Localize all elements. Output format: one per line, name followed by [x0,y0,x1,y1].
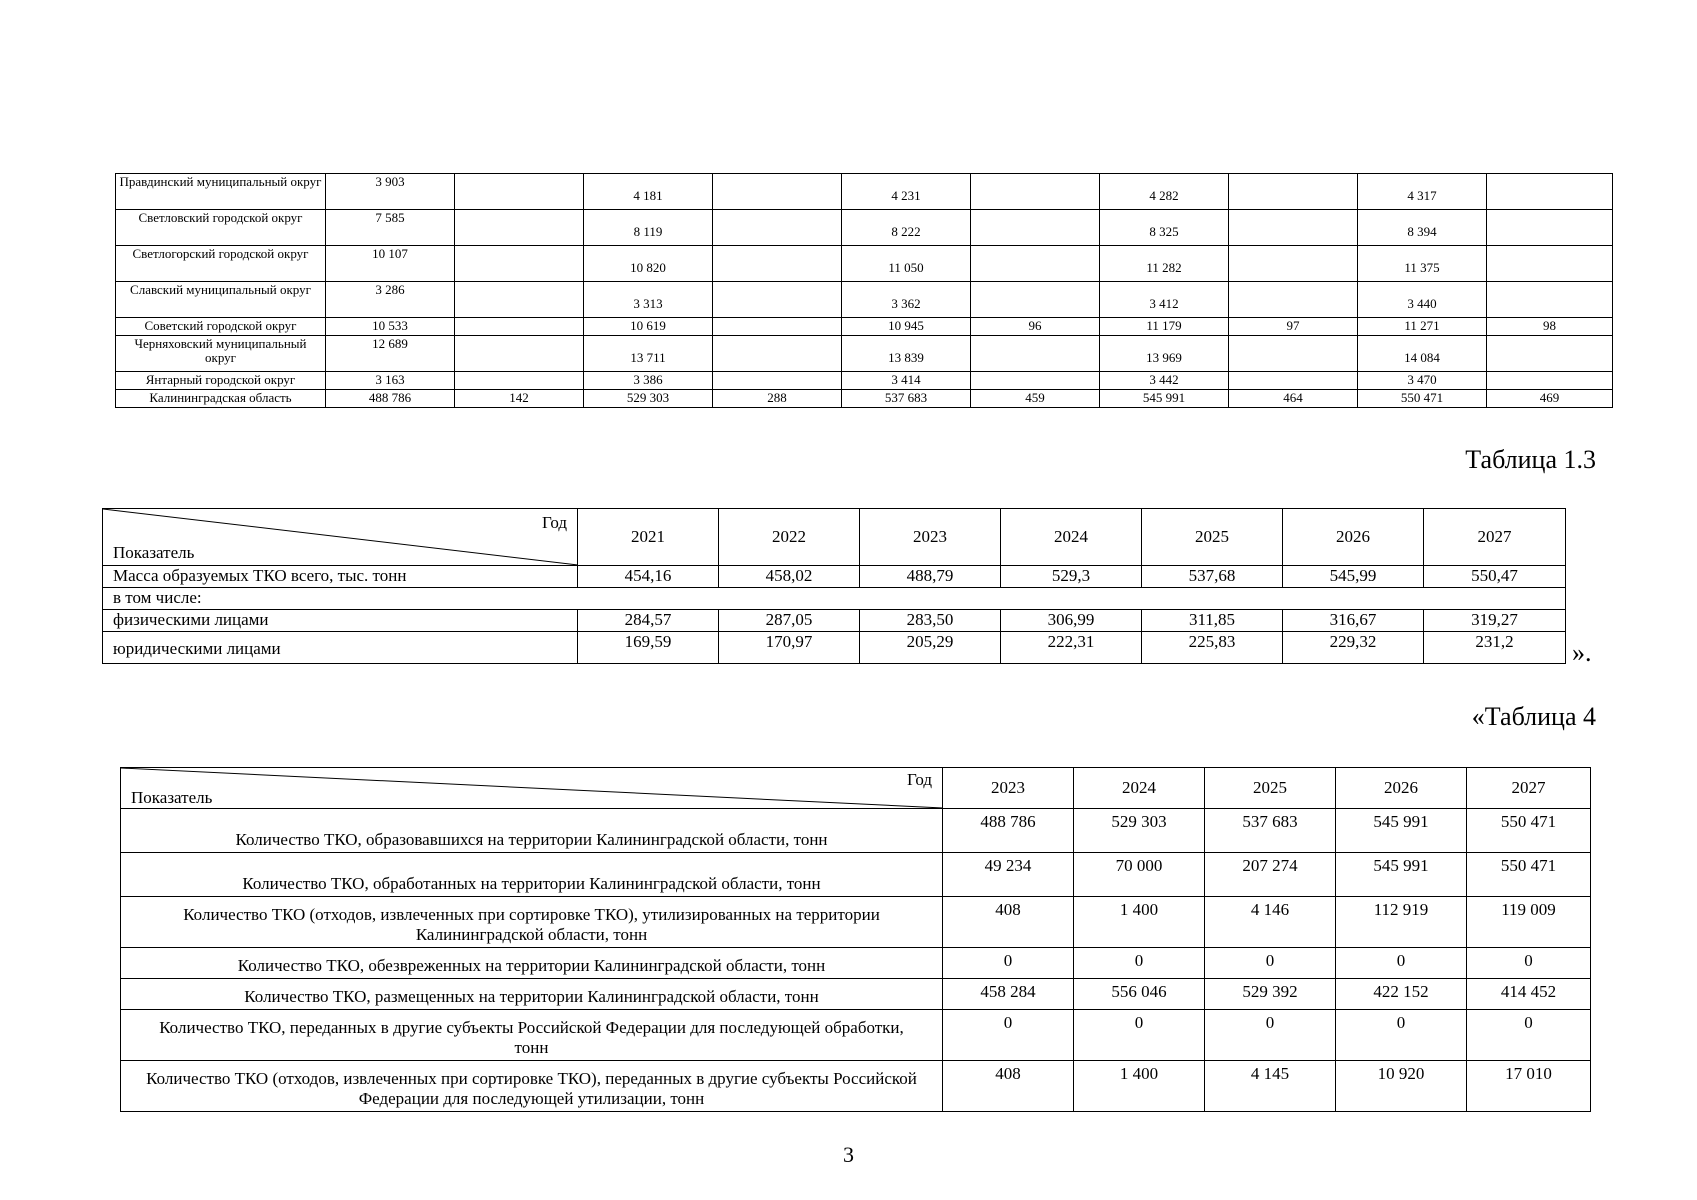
row-label: Количество ТКО, переданных в другие субъекты Российской Федерации для последующей обработки, тонн [121,1010,943,1061]
secondary-value-cell [971,210,1100,246]
table-row [116,336,1613,372]
value-cell: 0 [1205,1010,1336,1061]
table-row [116,390,1613,408]
year-cell: 2025 [1205,768,1336,809]
year-cell: 2027 [1424,509,1566,566]
secondary-value-cell [713,246,842,282]
value-cell: 316,67 [1283,610,1424,632]
table-row [103,610,1566,632]
value-cell: 229,32 [1283,632,1424,664]
secondary-value-cell [455,336,584,372]
secondary-value-cell [455,210,584,246]
value-cell: 170,97 [719,632,860,664]
value-cell: 408 [943,897,1074,948]
secondary-value-cell [713,372,842,390]
year-cell: 2025 [1142,509,1283,566]
value-cell: 10 945 [842,318,971,336]
value-cell: 3 386 [584,372,713,390]
value-cell: 8 325 [1100,210,1229,246]
secondary-value-cell [1229,282,1358,318]
value-cell: 12 689 [326,336,455,372]
value-cell: 0 [1074,1010,1205,1061]
value-cell: 3 440 [1358,282,1487,318]
value-cell: 4 146 [1205,897,1336,948]
value-cell: 8 394 [1358,210,1487,246]
value-cell: 222,31 [1001,632,1142,664]
value-cell: 287,05 [719,610,860,632]
value-cell: 3 442 [1100,372,1229,390]
header-corner-cell [103,509,578,566]
table-header-row [103,509,1566,566]
value-cell: 10 533 [326,318,455,336]
value-cell: 4 181 [584,174,713,210]
table-row [116,318,1613,336]
secondary-value-cell [1487,282,1613,318]
value-cell: 0 [1205,948,1336,979]
value-cell: 4 145 [1205,1061,1336,1112]
year-cell: 2027 [1467,768,1591,809]
value-cell: 13 839 [842,336,971,372]
year-cell: 2022 [719,509,860,566]
value-cell: 10 820 [584,246,713,282]
secondary-value-cell [1487,246,1613,282]
secondary-value-cell [1487,174,1613,210]
secondary-value-cell [971,336,1100,372]
value-cell: 545 991 [1100,390,1229,408]
value-cell: 529,3 [1001,566,1142,588]
value-cell: 4 231 [842,174,971,210]
value-cell: 458,02 [719,566,860,588]
value-cell: 3 313 [584,282,713,318]
secondary-value-cell [1229,210,1358,246]
value-cell: 13 711 [584,336,713,372]
value-cell: 3 903 [326,174,455,210]
table-row [116,210,1613,246]
value-cell: 550 471 [1467,809,1591,853]
value-cell: 7 585 [326,210,455,246]
value-cell: 306,99 [1001,610,1142,632]
value-cell: 3 362 [842,282,971,318]
municipality-name: Светлогорский городской округ [116,246,326,282]
value-cell: 17 010 [1467,1061,1591,1112]
value-cell: 284,57 [578,610,719,632]
value-cell: 0 [1336,948,1467,979]
value-cell: 529 303 [584,390,713,408]
table-row [121,897,1591,948]
value-cell: 3 412 [1100,282,1229,318]
value-cell: 207 274 [1205,853,1336,897]
secondary-value-cell [713,210,842,246]
value-cell: 408 [943,1061,1074,1112]
indicator-header: Показатель [113,543,195,562]
secondary-value-cell: 97 [1229,318,1358,336]
row-label: юридическими лицами [103,632,578,664]
year-cell: 2026 [1336,768,1467,809]
secondary-value-cell [1487,372,1613,390]
secondary-value-cell [455,174,584,210]
municipality-name: Янтарный городской округ [116,372,326,390]
value-cell: 0 [1467,948,1591,979]
secondary-value-cell [971,282,1100,318]
value-cell: 4 282 [1100,174,1229,210]
value-cell: 0 [1467,1010,1591,1061]
waste-mass-table [102,508,1566,664]
value-cell: 458 284 [943,979,1074,1010]
municipality-name: Правдинский муниципальный округ [116,174,326,210]
value-cell: 10 619 [584,318,713,336]
value-cell: 0 [943,948,1074,979]
municipal-waste-table [115,173,1613,408]
value-cell: 4 317 [1358,174,1487,210]
table-4-caption: «Таблица 4 [1471,702,1596,731]
table-row [103,632,1566,664]
value-cell: 225,83 [1142,632,1283,664]
row-label: физическими лицами [103,610,578,632]
value-cell: 14 084 [1358,336,1487,372]
value-cell: 529 392 [1205,979,1336,1010]
value-cell: 11 282 [1100,246,1229,282]
year-cell: 2023 [860,509,1001,566]
table-row [116,282,1613,318]
value-cell: 537,68 [1142,566,1283,588]
secondary-value-cell: 142 [455,390,584,408]
value-cell: 3 414 [842,372,971,390]
table-1-3-caption: Таблица 1.3 [1465,445,1596,474]
value-cell: 545 991 [1336,853,1467,897]
value-cell: 283,50 [860,610,1001,632]
row-label: Количество ТКО (отходов, извлеченных при сортировке ТКО), переданных в другие субъекты Российской Федерации для последующей утилизации, тонн [121,1061,943,1112]
value-cell: 10 107 [326,246,455,282]
table-row [116,246,1613,282]
secondary-value-cell: 96 [971,318,1100,336]
table-row [121,809,1591,853]
value-cell: 1 400 [1074,897,1205,948]
secondary-value-cell [971,372,1100,390]
value-cell: 11 050 [842,246,971,282]
value-cell: 3 286 [326,282,455,318]
secondary-value-cell [971,174,1100,210]
value-cell: 488 786 [326,390,455,408]
secondary-value-cell: 98 [1487,318,1613,336]
table-row [121,1061,1591,1112]
secondary-value-cell [1229,336,1358,372]
secondary-value-cell [1487,336,1613,372]
diagonal-divider [121,768,943,808]
value-cell: 545,99 [1283,566,1424,588]
value-cell: 537 683 [1205,809,1336,853]
year-cell: 2023 [943,768,1074,809]
municipality-name: Светловский городской округ [116,210,326,246]
secondary-value-cell [455,282,584,318]
value-cell: 3 163 [326,372,455,390]
secondary-value-cell [1229,174,1358,210]
secondary-value-cell: 459 [971,390,1100,408]
value-cell: 10 920 [1336,1061,1467,1112]
value-cell: 550 471 [1467,853,1591,897]
value-cell: 422 152 [1336,979,1467,1010]
value-cell: 3 470 [1358,372,1487,390]
secondary-value-cell [455,372,584,390]
page-number: 3 [843,1142,854,1167]
table-row [103,566,1566,588]
row-label: Количество ТКО, обезвреженных на территории Калининградской области, тонн [121,948,943,979]
row-label: Количество ТКО, обработанных на территории Калининградской области, тонн [121,853,943,897]
value-cell: 11 179 [1100,318,1229,336]
secondary-value-cell [1487,210,1613,246]
closing-quote-mark: ». [1572,638,1592,667]
table-row [121,853,1591,897]
row-label: Количество ТКО, образовавшихся на территории Калининградской области, тонн [121,809,943,853]
value-cell: 231,2 [1424,632,1566,664]
year-cell: 2024 [1074,768,1205,809]
secondary-value-cell: 464 [1229,390,1358,408]
value-cell: 311,85 [1142,610,1283,632]
secondary-value-cell [713,318,842,336]
including-label: в том числе: [103,588,1566,610]
value-cell: 545 991 [1336,809,1467,853]
value-cell: 488,79 [860,566,1001,588]
value-cell: 70 000 [1074,853,1205,897]
value-cell: 49 234 [943,853,1074,897]
municipality-name: Калининградская область [116,390,326,408]
table-header-row [121,768,1591,809]
secondary-value-cell [713,174,842,210]
value-cell: 0 [1336,1010,1467,1061]
header-corner-cell [121,768,943,809]
municipality-name: Советский городской округ [116,318,326,336]
year-header: Год [907,770,932,789]
value-cell: 11 271 [1358,318,1487,336]
value-cell: 8 119 [584,210,713,246]
value-cell: 112 919 [1336,897,1467,948]
value-cell: 550,47 [1424,566,1566,588]
table-row [116,372,1613,390]
row-label: Количество ТКО (отходов, извлеченных при сортировке ТКО), утилизированных на территории Калининградской области, тонн [121,897,943,948]
value-cell: 414 452 [1467,979,1591,1010]
value-cell: 454,16 [578,566,719,588]
row-label: Масса образуемых ТКО всего, тыс. тонн [103,566,578,588]
secondary-value-cell [713,336,842,372]
table-row [121,1010,1591,1061]
secondary-value-cell [1229,372,1358,390]
value-cell: 319,27 [1424,610,1566,632]
year-header: Год [542,513,567,532]
indicator-header: Показатель [131,788,213,807]
year-cell: 2021 [578,509,719,566]
table-row [116,174,1613,210]
secondary-value-cell [1229,246,1358,282]
year-cell: 2024 [1001,509,1142,566]
value-cell: 488 786 [943,809,1074,853]
secondary-value-cell [455,246,584,282]
value-cell: 13 969 [1100,336,1229,372]
value-cell: 0 [1074,948,1205,979]
secondary-value-cell [713,282,842,318]
value-cell: 169,59 [578,632,719,664]
value-cell: 529 303 [1074,809,1205,853]
secondary-value-cell [971,246,1100,282]
municipality-name: Славский муниципальный округ [116,282,326,318]
value-cell: 11 375 [1358,246,1487,282]
municipality-name: Черняховский муниципальный округ [116,336,326,372]
value-cell: 8 222 [842,210,971,246]
secondary-value-cell: 288 [713,390,842,408]
waste-balance-table [120,767,1591,1112]
year-cell: 2026 [1283,509,1424,566]
row-label: Количество ТКО, размещенных на территории Калининградской области, тонн [121,979,943,1010]
value-cell: 1 400 [1074,1061,1205,1112]
value-cell: 537 683 [842,390,971,408]
table-row [121,979,1591,1010]
secondary-value-cell: 469 [1487,390,1613,408]
value-cell: 119 009 [1467,897,1591,948]
table-row [103,588,1566,610]
secondary-value-cell [455,318,584,336]
table-row [121,948,1591,979]
value-cell: 205,29 [860,632,1001,664]
value-cell: 550 471 [1358,390,1487,408]
value-cell: 556 046 [1074,979,1205,1010]
value-cell: 0 [943,1010,1074,1061]
